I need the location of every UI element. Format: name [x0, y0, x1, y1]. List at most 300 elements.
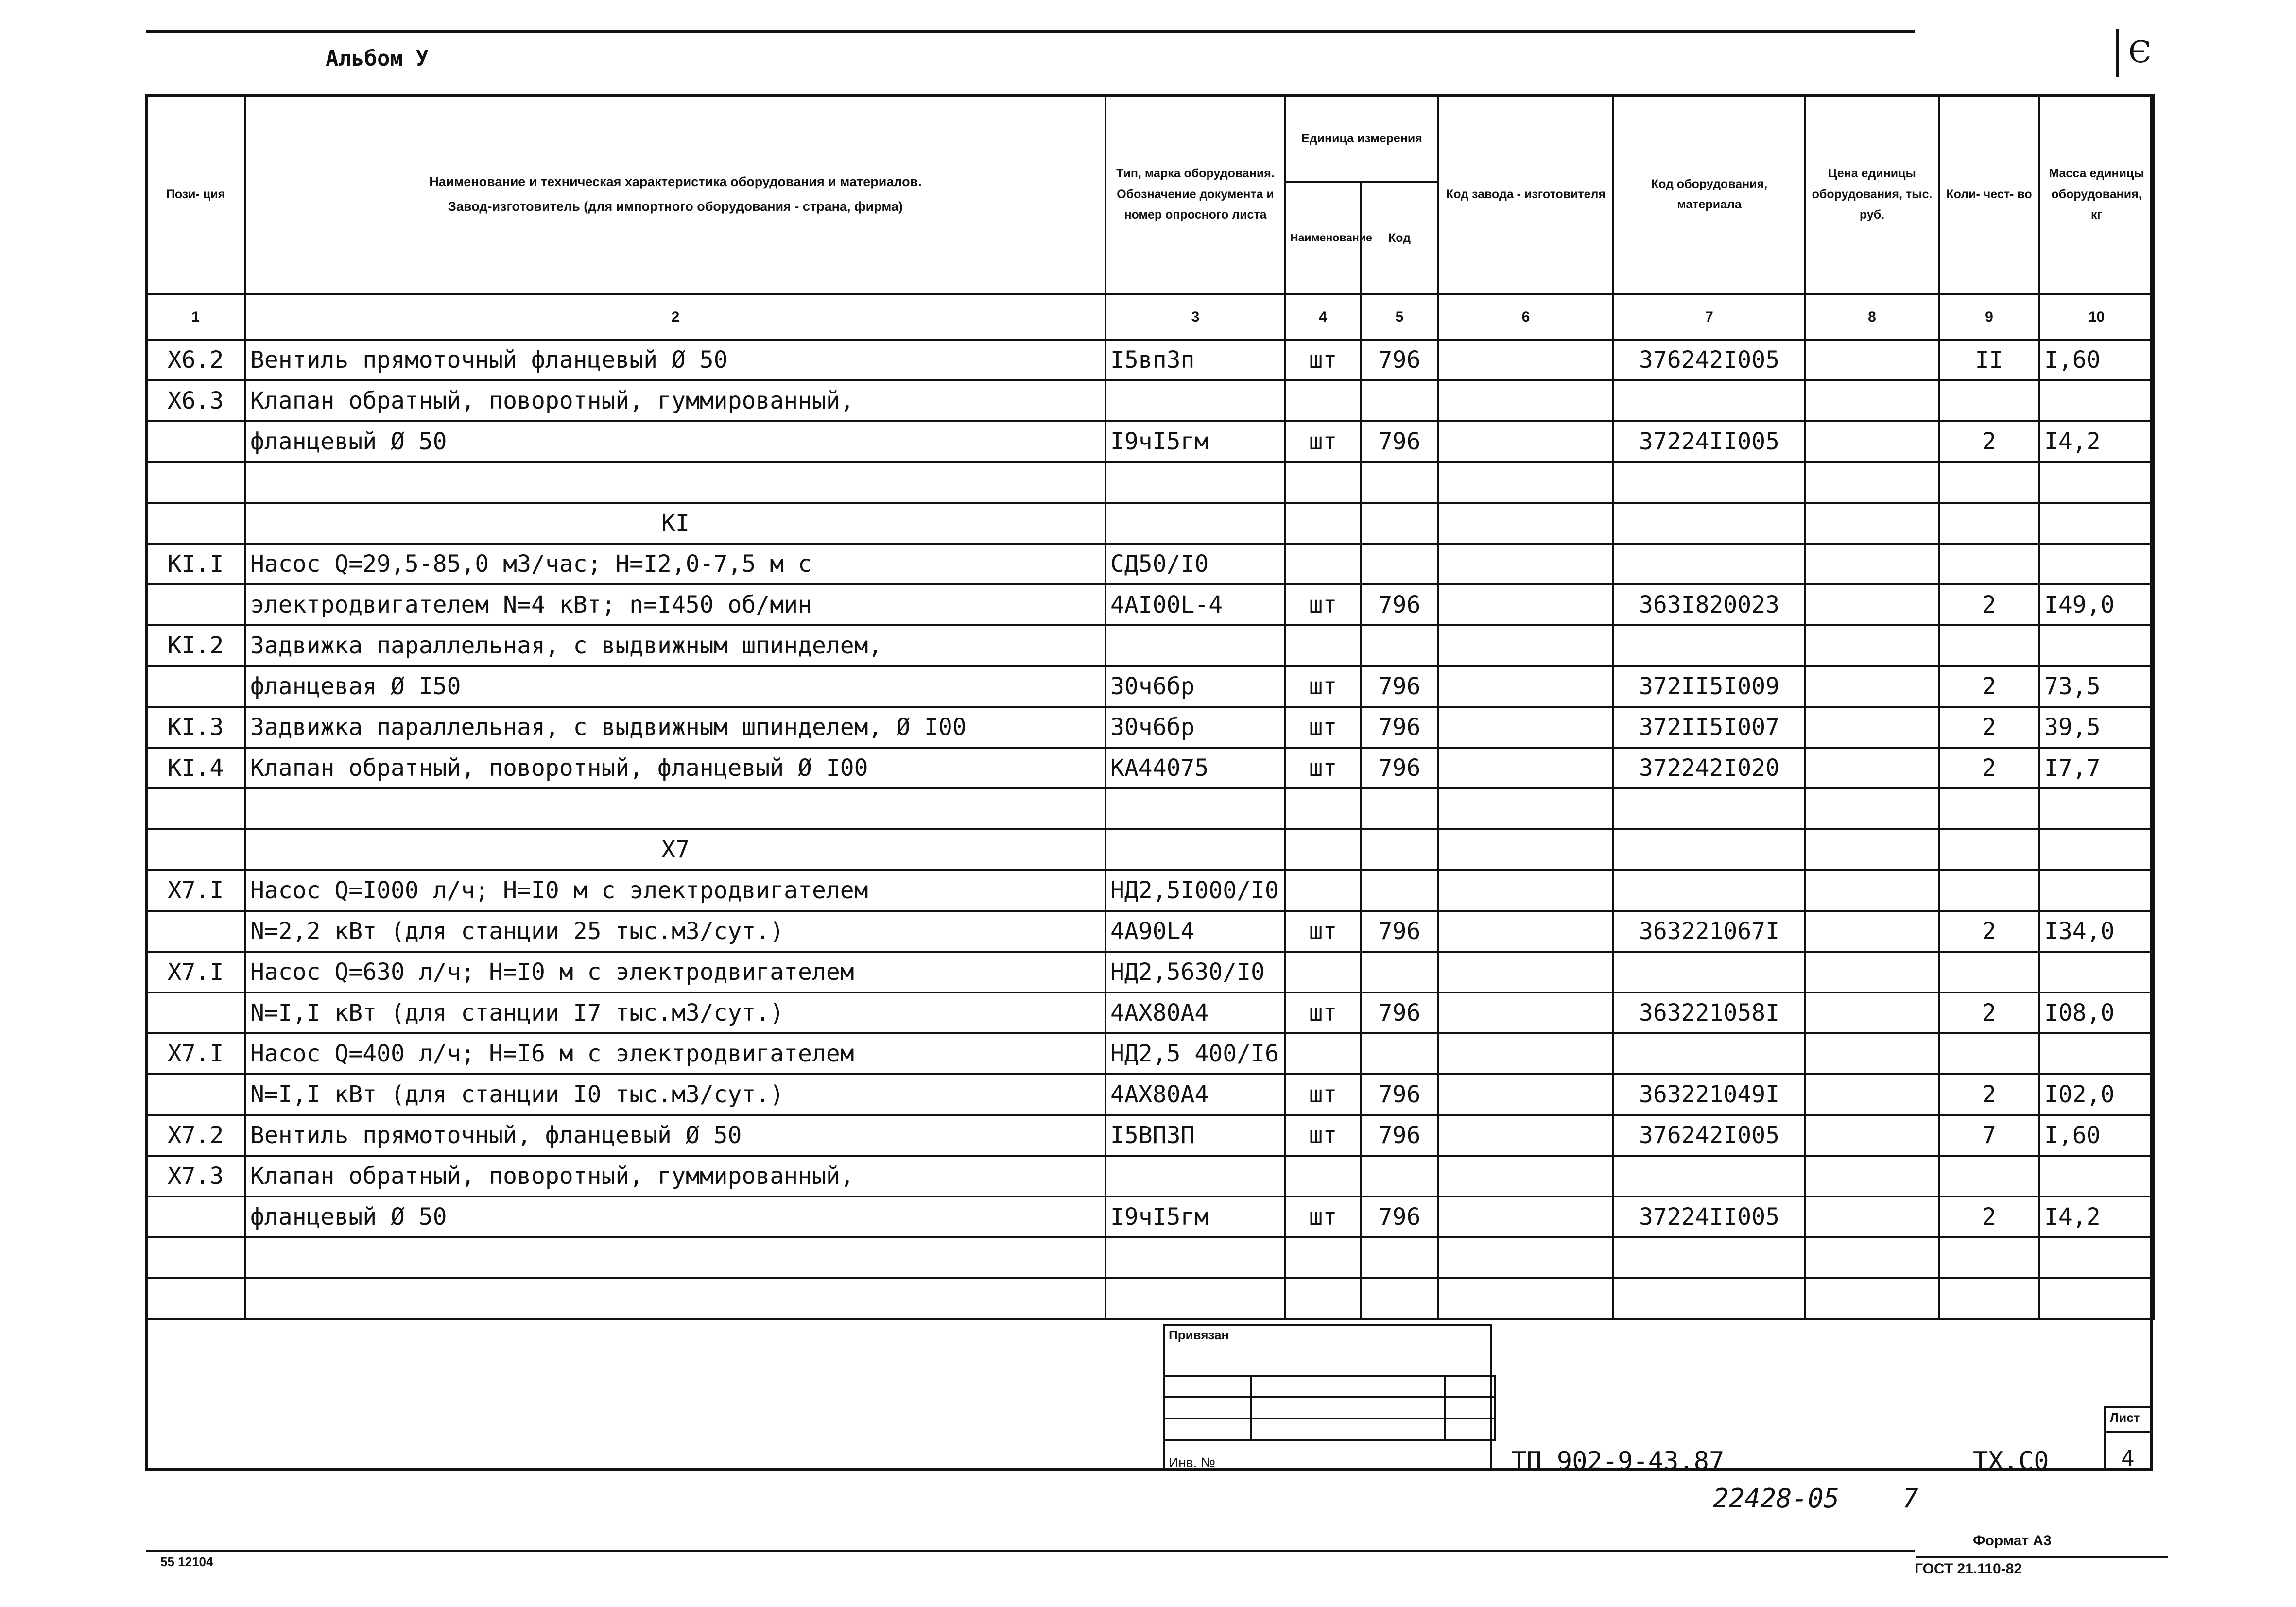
position-cell [146, 1074, 245, 1115]
inventory-number: 22428-05 7 [1713, 1483, 1918, 1514]
factory-code-cell [1438, 666, 1613, 707]
factory-code-cell [1438, 1074, 1613, 1115]
col-header-position: Пози- ция [146, 95, 245, 294]
factory-code-cell [1438, 1156, 1613, 1197]
table-row [146, 380, 2154, 421]
name-cell [245, 1278, 1105, 1319]
col-number: 6 [1438, 294, 1613, 340]
table-row [146, 1197, 2154, 1237]
mass-cell: I7,7 [2039, 748, 2154, 788]
equipment-code-cell [1613, 1156, 1805, 1197]
factory-code-cell [1438, 707, 1613, 748]
price-cell [1805, 462, 1939, 503]
type-cell [1105, 462, 1285, 503]
price-cell [1805, 992, 1939, 1033]
name-cell: Клапан обратный, поворотный, гуммированный, [245, 1156, 1105, 1197]
print-code: 55 12104 [160, 1555, 213, 1569]
unit-code-cell [1361, 1237, 1438, 1278]
gost-label: ГОСТ 21.110-82 [1915, 1561, 2022, 1577]
type-cell [1105, 380, 1285, 421]
unit-cell: шт [1285, 1074, 1361, 1115]
unit-code-cell [1361, 544, 1438, 584]
mass-cell: I4,2 [2039, 421, 2154, 462]
unit-cell: шт [1285, 1115, 1361, 1156]
col-header-quantity: Коли- чест- во [1939, 95, 2039, 294]
price-cell [1805, 544, 1939, 584]
inventory-label: Инв. № [1169, 1455, 1216, 1470]
name-cell: Х7 [245, 829, 1105, 870]
quantity-cell [1939, 952, 2039, 992]
price-cell [1805, 829, 1939, 870]
quantity-cell: 2 [1939, 421, 2039, 462]
name-cell: Насос Q=630 л/ч; Н=I0 м с электродвигателем [245, 952, 1105, 992]
col-header-factory-code: Код завода - изготовителя [1438, 95, 1613, 294]
equipment-code-cell: 372II5I007 [1613, 707, 1805, 748]
mass-cell: I,60 [2039, 1115, 2154, 1156]
equipment-code-cell: 37224II005 [1613, 421, 1805, 462]
col-header-mass: Масса единицы оборудования, кг [2039, 95, 2154, 294]
unit-code-cell: 796 [1361, 707, 1438, 748]
type-cell: 4А90L4 [1105, 911, 1285, 952]
unit-code-cell: 796 [1361, 584, 1438, 625]
factory-code-cell [1438, 788, 1613, 829]
name-cell: Клапан обратный, поворотный, фланцевый Ø I00 [245, 748, 1105, 788]
unit-code-cell: 796 [1361, 992, 1438, 1033]
table-row [146, 340, 2154, 380]
factory-code-cell [1438, 1197, 1613, 1237]
unit-cell [1285, 870, 1361, 911]
type-cell [1105, 503, 1285, 544]
unit-cell: шт [1285, 1197, 1361, 1237]
quantity-cell: 2 [1939, 666, 2039, 707]
price-cell [1805, 748, 1939, 788]
price-cell [1805, 340, 1939, 380]
price-cell [1805, 788, 1939, 829]
factory-code-cell [1438, 829, 1613, 870]
equipment-code-cell: 376242I005 [1613, 340, 1805, 380]
table-row [146, 1074, 2154, 1115]
price-cell [1805, 1033, 1939, 1074]
position-cell [146, 911, 245, 952]
factory-code-cell [1438, 544, 1613, 584]
factory-code-cell [1438, 1115, 1613, 1156]
table-row [146, 625, 2154, 666]
type-cell: 4АХ80А4 [1105, 992, 1285, 1033]
equipment-code-cell [1613, 380, 1805, 421]
unit-cell [1285, 544, 1361, 584]
unit-cell [1285, 503, 1361, 544]
price-cell [1805, 1156, 1939, 1197]
unit-cell [1285, 952, 1361, 992]
equipment-code-cell: 363221067I [1613, 911, 1805, 952]
quantity-cell: 2 [1939, 911, 2039, 952]
mass-cell [2039, 788, 2154, 829]
factory-code-cell [1438, 952, 1613, 992]
type-cell [1105, 1278, 1285, 1319]
price-cell [1805, 1115, 1939, 1156]
equipment-code-cell: 363I820023 [1613, 584, 1805, 625]
col-number: 1 [146, 294, 245, 340]
col-number: 5 [1361, 294, 1438, 340]
unit-cell [1285, 829, 1361, 870]
unit-cell [1285, 1033, 1361, 1074]
factory-code-cell [1438, 911, 1613, 952]
unit-code-cell: 796 [1361, 1115, 1438, 1156]
col-header-price: Цена единицы оборудования, тыс. руб. [1805, 95, 1939, 294]
col-header-unit: Единица измерения [1285, 95, 1438, 182]
unit-cell: шт [1285, 666, 1361, 707]
unit-code-cell [1361, 1156, 1438, 1197]
position-cell [146, 1237, 245, 1278]
unit-code-cell: 796 [1361, 666, 1438, 707]
quantity-cell: 2 [1939, 1074, 2039, 1115]
type-cell: 4АХ80А4 [1105, 1074, 1285, 1115]
quantity-cell [1939, 462, 2039, 503]
unit-code-cell [1361, 380, 1438, 421]
type-cell: I5ВП3П [1105, 1115, 1285, 1156]
quantity-cell [1939, 829, 2039, 870]
price-cell [1805, 1074, 1939, 1115]
specification-table [145, 94, 2155, 1320]
type-cell: I9чI5гм [1105, 1197, 1285, 1237]
position-cell: Х6.2 [146, 340, 245, 380]
unit-cell: шт [1285, 707, 1361, 748]
equipment-code-cell [1613, 870, 1805, 911]
table-row [146, 707, 2154, 748]
type-cell [1105, 788, 1285, 829]
col-header-name-line2: Завод-изготовитель (для импортного оборудования - страна, фирма) [448, 199, 903, 214]
col-header-unit-code: Код [1361, 182, 1438, 294]
factory-code-cell [1438, 1033, 1613, 1074]
position-cell: КI.3 [146, 707, 245, 748]
type-cell: НД2,5630/I0 [1105, 952, 1285, 992]
quantity-cell: 2 [1939, 707, 2039, 748]
unit-cell: шт [1285, 911, 1361, 952]
unit-cell [1285, 380, 1361, 421]
type-cell [1105, 1237, 1285, 1278]
type-cell: 30ч6бр [1105, 707, 1285, 748]
quantity-cell [1939, 503, 2039, 544]
type-cell [1105, 625, 1285, 666]
name-cell: N=I,I кВт (для станции I7 тыс.м3/сут.) [245, 992, 1105, 1033]
name-cell: электродвигателем N=4 кВт; n=I450 об/мин [245, 584, 1105, 625]
position-cell [146, 584, 245, 625]
unit-cell: шт [1285, 748, 1361, 788]
equipment-code-cell [1613, 788, 1805, 829]
name-cell: Вентиль прямоточный, фланцевый Ø 50 [245, 1115, 1105, 1156]
section-row [146, 503, 2154, 544]
unit-cell [1285, 1237, 1361, 1278]
name-cell: Насос Q=400 л/ч; Н=I6 м с электродвигателем [245, 1033, 1105, 1074]
type-cell: СД50/I0 [1105, 544, 1285, 584]
price-cell [1805, 380, 1939, 421]
col-header-unit-name: Наименование [1285, 182, 1361, 294]
unit-cell: шт [1285, 421, 1361, 462]
name-cell [245, 1237, 1105, 1278]
col-header-name [245, 95, 1105, 294]
type-cell: НД2,5 400/I6 [1105, 1033, 1285, 1074]
equipment-code-cell: 37224II005 [1613, 1197, 1805, 1237]
unit-cell [1285, 462, 1361, 503]
price-cell [1805, 666, 1939, 707]
unit-code-cell [1361, 625, 1438, 666]
name-cell: фланцевый Ø 50 [245, 1197, 1105, 1237]
unit-code-cell: 796 [1361, 748, 1438, 788]
unit-code-cell [1361, 1278, 1438, 1319]
unit-cell [1285, 625, 1361, 666]
price-cell [1805, 952, 1939, 992]
factory-code-cell [1438, 870, 1613, 911]
position-cell: Х7.I [146, 870, 245, 911]
quantity-cell [1939, 870, 2039, 911]
quantity-cell [1939, 788, 2039, 829]
col-number: 8 [1805, 294, 1939, 340]
mass-cell: I02,0 [2039, 1074, 2154, 1115]
mass-cell [2039, 380, 2154, 421]
mass-cell: 39,5 [2039, 707, 2154, 748]
quantity-cell [1939, 625, 2039, 666]
price-cell [1805, 584, 1939, 625]
mass-cell [2039, 1237, 2154, 1278]
position-cell: КI.2 [146, 625, 245, 666]
factory-code-cell [1438, 421, 1613, 462]
price-cell [1805, 1278, 1939, 1319]
factory-code-cell [1438, 992, 1613, 1033]
equipment-code-cell [1613, 1278, 1805, 1319]
unit-cell: шт [1285, 992, 1361, 1033]
price-cell [1805, 421, 1939, 462]
mass-cell: 73,5 [2039, 666, 2154, 707]
unit-code-cell: 796 [1361, 1197, 1438, 1237]
position-cell: КI.I [146, 544, 245, 584]
unit-code-cell [1361, 462, 1438, 503]
table-row [146, 584, 2154, 625]
factory-code-cell [1438, 748, 1613, 788]
position-cell [146, 1197, 245, 1237]
type-cell: НД2,5I000/I0 [1105, 870, 1285, 911]
position-cell [146, 1278, 245, 1319]
unit-code-cell [1361, 870, 1438, 911]
position-cell: Х6.3 [146, 380, 245, 421]
quantity-cell [1939, 1033, 2039, 1074]
quantity-cell: 2 [1939, 748, 2039, 788]
mass-cell: I,60 [2039, 340, 2154, 380]
col-number: 2 [245, 294, 1105, 340]
unit-cell [1285, 1156, 1361, 1197]
name-cell: Вентиль прямоточный фланцевый Ø 50 [245, 340, 1105, 380]
factory-code-cell [1438, 1278, 1613, 1319]
mass-cell: I34,0 [2039, 911, 2154, 952]
quantity-cell: II [1939, 340, 2039, 380]
unit-code-cell: 796 [1361, 1074, 1438, 1115]
name-cell: фланцевая Ø I50 [245, 666, 1105, 707]
mass-cell [2039, 1278, 2154, 1319]
name-cell: N=I,I кВт (для станции I0 тыс.м3/сут.) [245, 1074, 1105, 1115]
price-cell [1805, 1197, 1939, 1237]
sheet-label: Лист [2110, 1410, 2140, 1425]
position-cell [146, 666, 245, 707]
name-cell: Насос Q=29,5-85,0 м3/час; Н=I2,0-7,5 м с [245, 544, 1105, 584]
table-row [146, 666, 2154, 707]
equipment-code-cell [1613, 503, 1805, 544]
position-cell: Х7.I [146, 952, 245, 992]
factory-code-cell [1438, 503, 1613, 544]
binding-stamp-label: Привязан [1169, 1328, 1229, 1342]
quantity-cell [1939, 1156, 2039, 1197]
quantity-cell: 2 [1939, 584, 2039, 625]
type-cell: I9чI5гм [1105, 421, 1285, 462]
document-mark: ТХ.С0 [1973, 1447, 2049, 1476]
equipment-code-cell [1613, 952, 1805, 992]
binding-stamp-grid [1163, 1375, 1496, 1441]
mass-cell [2039, 870, 2154, 911]
unit-code-cell [1361, 503, 1438, 544]
position-cell [146, 421, 245, 462]
position-cell [146, 992, 245, 1033]
equipment-code-cell [1613, 544, 1805, 584]
unit-code-cell: 796 [1361, 340, 1438, 380]
table-row [146, 788, 2154, 829]
factory-code-cell [1438, 584, 1613, 625]
table-row [146, 1115, 2154, 1156]
table-row [146, 992, 2154, 1033]
table-row [146, 870, 2154, 911]
type-cell [1105, 1156, 1285, 1197]
position-cell: Х7.3 [146, 1156, 245, 1197]
col-header-equipment-code: Код оборудования, материала [1613, 95, 1805, 294]
table-row [146, 1278, 2154, 1319]
col-number: 10 [2039, 294, 2154, 340]
price-cell [1805, 1237, 1939, 1278]
quantity-cell [1939, 1237, 2039, 1278]
position-cell [146, 462, 245, 503]
sheet-divider [2104, 1431, 2153, 1433]
factory-code-cell [1438, 340, 1613, 380]
table-row [146, 1237, 2154, 1278]
quantity-cell: 2 [1939, 992, 2039, 1033]
equipment-code-cell: 363221049I [1613, 1074, 1805, 1115]
table-row [146, 1033, 2154, 1074]
equipment-code-cell: 376242I005 [1613, 1115, 1805, 1156]
col-number: 9 [1939, 294, 2039, 340]
sheet-number: 4 [2121, 1445, 2135, 1471]
price-cell [1805, 707, 1939, 748]
mass-cell [2039, 1033, 2154, 1074]
table-row [146, 911, 2154, 952]
unit-code-cell: 796 [1361, 911, 1438, 952]
equipment-code-cell [1613, 1237, 1805, 1278]
name-cell: Задвижка параллельная, с выдвижным шпинделем, [245, 625, 1105, 666]
name-cell: Клапан обратный, поворотный, гуммированный, [245, 380, 1105, 421]
name-cell: фланцевый Ø 50 [245, 421, 1105, 462]
unit-code-cell [1361, 788, 1438, 829]
mass-cell [2039, 1156, 2154, 1197]
mass-cell: I4,2 [2039, 1197, 2154, 1237]
document-code: ТП 902-9-43.87 [1511, 1447, 1725, 1476]
mass-cell [2039, 625, 2154, 666]
price-cell [1805, 503, 1939, 544]
unit-cell: шт [1285, 584, 1361, 625]
name-cell [245, 462, 1105, 503]
top-rule [146, 30, 1915, 33]
type-cell: I5вп3п [1105, 340, 1285, 380]
equipment-code-cell: 372242I020 [1613, 748, 1805, 788]
unit-cell: шт [1285, 340, 1361, 380]
table-row [146, 1156, 2154, 1197]
equipment-code-cell: 372II5I009 [1613, 666, 1805, 707]
mass-cell [2039, 952, 2154, 992]
col-number: 3 [1105, 294, 1285, 340]
name-cell [245, 788, 1105, 829]
quantity-cell [1939, 1278, 2039, 1319]
position-cell: Х7.2 [146, 1115, 245, 1156]
quantity-cell [1939, 544, 2039, 584]
table-row [146, 952, 2154, 992]
name-cell: N=2,2 кВт (для станции 25 тыс.м3/сут.) [245, 911, 1105, 952]
position-cell [146, 788, 245, 829]
mass-cell: I08,0 [2039, 992, 2154, 1033]
equipment-code-cell: 363221058I [1613, 992, 1805, 1033]
price-cell [1805, 625, 1939, 666]
factory-code-cell [1438, 625, 1613, 666]
type-cell: 30ч6бр [1105, 666, 1285, 707]
bottom-left-rule [146, 1550, 1915, 1552]
factory-code-cell [1438, 380, 1613, 421]
price-cell [1805, 870, 1939, 911]
equipment-code-cell [1613, 1033, 1805, 1074]
name-cell: КI [245, 503, 1105, 544]
factory-code-cell [1438, 1237, 1613, 1278]
unit-cell [1285, 1278, 1361, 1319]
mass-cell [2039, 503, 2154, 544]
quantity-cell: 2 [1939, 1197, 2039, 1237]
unit-cell [1285, 788, 1361, 829]
album-title: Альбом У [326, 46, 429, 71]
mass-cell [2039, 462, 2154, 503]
col-header-type: Тип, марка оборудования. Обозначение документа и номер опросного листа [1105, 95, 1285, 294]
corner-mark: Є [2128, 34, 2152, 69]
equipment-code-cell [1613, 625, 1805, 666]
name-cell: Насос Q=I000 л/ч; Н=I0 м с электродвигателем [245, 870, 1105, 911]
mass-cell [2039, 829, 2154, 870]
col-number: 7 [1613, 294, 1805, 340]
name-cell: Задвижка параллельная, с выдвижным шпинделем, Ø I00 [245, 707, 1105, 748]
col-header-name-line1: Наименование и техническая характеристика оборудования и материалов. [429, 174, 922, 189]
table-row [146, 544, 2154, 584]
mass-cell [2039, 544, 2154, 584]
position-cell: КI.4 [146, 748, 245, 788]
position-cell: Х7.I [146, 1033, 245, 1074]
unit-code-cell: 796 [1361, 421, 1438, 462]
position-cell [146, 503, 245, 544]
table-row [146, 421, 2154, 462]
type-cell [1105, 829, 1285, 870]
section-row [146, 829, 2154, 870]
unit-code-cell [1361, 952, 1438, 992]
unit-code-cell [1361, 1033, 1438, 1074]
type-cell: КА44075 [1105, 748, 1285, 788]
bottom-rule [1916, 1556, 2168, 1558]
price-cell [1805, 911, 1939, 952]
equipment-code-cell [1613, 462, 1805, 503]
table-row [146, 462, 2154, 503]
factory-code-cell [1438, 462, 1613, 503]
mass-cell: I49,0 [2039, 584, 2154, 625]
equipment-code-cell [1613, 829, 1805, 870]
quantity-cell: 7 [1939, 1115, 2039, 1156]
table-row [146, 748, 2154, 788]
quantity-cell [1939, 380, 2039, 421]
